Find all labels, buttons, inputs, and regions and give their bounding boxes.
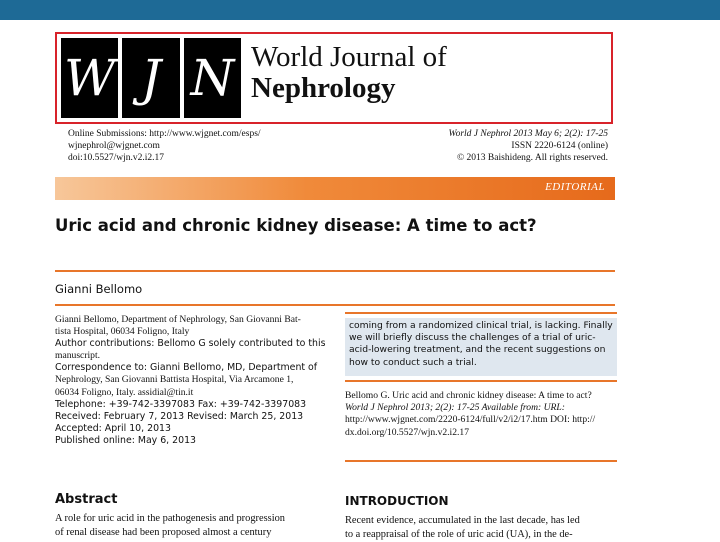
journal-title-line2: Nephrology xyxy=(251,72,396,104)
affiliation-line: 06034 Foligno, Italy. assidial@tin.it xyxy=(55,386,194,398)
intro-line: Recent evidence, accumulated in the last decade, has led xyxy=(345,515,580,526)
intro-line: to a reappraisal of the role of uric acid (UA), in the de- xyxy=(345,529,573,540)
abstract-top-divider xyxy=(345,312,617,314)
affiliation-line: Gianni Bellomo, Department of Nephrology, San Giovanni Bat- xyxy=(55,314,301,325)
author-name: Gianni Bellomo xyxy=(55,282,143,296)
abstract-cont-line: we will briefly discuss the challenges of a trial of uric- xyxy=(349,332,596,344)
abstract-cont-line: acid-lowering treatment, and the recent suggestions on xyxy=(349,344,606,356)
author-divider xyxy=(55,304,615,306)
citation-line: http://www.wjgnet.com/2220-6124/full/v2/i2/17.htm DOI: http:// xyxy=(345,414,596,426)
accepted-date: Accepted: April 10, 2013 xyxy=(55,422,171,434)
introduction-heading: INTRODUCTION xyxy=(345,494,449,508)
citation-divider xyxy=(345,460,617,462)
abstract-bottom-divider xyxy=(345,380,617,382)
abstract-heading: Abstract xyxy=(55,492,118,507)
submission-url: Online Submissions: http://www.wjgnet.com/esps/ xyxy=(68,129,261,139)
journal-logo xyxy=(61,38,241,118)
window-top-bar xyxy=(0,0,720,20)
journal-issue: World J Nephrol 2013 May 6; 2(2): 17-25 xyxy=(448,129,608,139)
published-date: Published online: May 6, 2013 xyxy=(55,434,196,446)
citation-line: World J Nephrol 2013; 2(2): 17-25 Available from: URL: xyxy=(345,402,565,414)
telephone-fax: Telephone: +39-742-3397083 Fax: +39-742-3397083 xyxy=(55,398,307,410)
abstract-body xyxy=(55,512,327,540)
abstract-line: of renal disease had been proposed almost a century xyxy=(55,527,272,538)
submission-email: wjnephrol@wjgnet.com xyxy=(68,141,160,151)
received-revised: Received: February 7, 2013 Revised: March 25, 2013 xyxy=(55,410,304,422)
logo-letter-j: J xyxy=(122,38,179,118)
correspondence: Correspondence to: Gianni Bellomo, MD, Department of xyxy=(55,362,318,374)
copyright: © 2013 Baishideng. All rights reserved. xyxy=(456,153,608,163)
section-bar xyxy=(55,177,615,200)
affiliation-block xyxy=(55,314,325,447)
article-title: Uric acid and chronic kidney disease: A time to act? xyxy=(55,216,537,235)
author-contributions: Author contributions: Bellomo G solely contributed to this xyxy=(55,338,326,350)
affiliation-line: tista Hospital, 06034 Foligno, Italy xyxy=(55,326,190,338)
section-label: EDITORIAL xyxy=(545,181,605,193)
abstract-line: A role for uric acid in the pathogenesis and progression xyxy=(55,513,285,524)
journal-header xyxy=(55,32,613,124)
abstract-continuation xyxy=(345,318,617,376)
title-divider xyxy=(55,270,615,272)
paper-page xyxy=(0,20,720,540)
affiliation-line: manuscript. xyxy=(55,350,101,362)
journal-title-line1: World Journal of xyxy=(251,41,447,73)
citation-line: Bellomo G. Uric acid and chronic kidney disease: A time to act? xyxy=(345,390,592,401)
submission-info xyxy=(68,128,261,164)
introduction-body xyxy=(345,514,617,542)
abstract-cont-line: how to conduct such a trial. xyxy=(349,356,477,368)
journal-citation-info xyxy=(449,128,608,164)
citation-line: dx.doi.org/10.5527/wjn.v2.i2.17 xyxy=(345,426,470,438)
journal-title xyxy=(251,42,447,104)
citation-block xyxy=(345,390,617,439)
issn: ISSN 2220-6124 (online) xyxy=(511,141,608,151)
abstract-cont-line: coming from a randomized clinical trial, is lacking. Finally xyxy=(349,320,613,331)
logo-letter-n: N xyxy=(184,38,241,118)
doi: doi:10.5527/wjn.v2.i2.17 xyxy=(68,153,165,163)
logo-letter-w: W xyxy=(61,38,118,118)
affiliation-line: Nephrology, San Giovanni Battista Hospital, Via Arcamone 1, xyxy=(55,374,294,386)
